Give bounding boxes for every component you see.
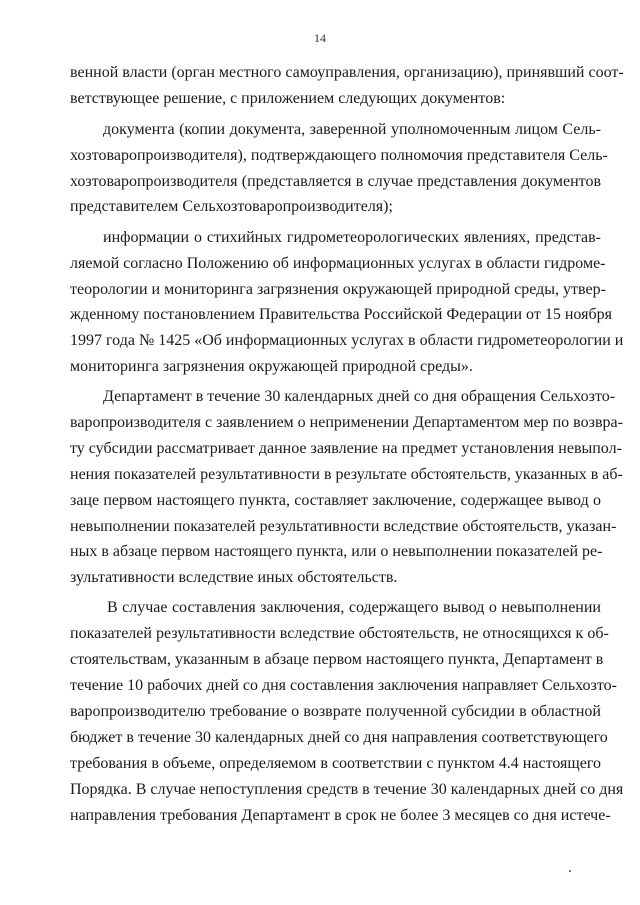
paragraph-5-line-7: требования в объеме, определяемом в соответствии с пунктом 4.4 настоящего <box>70 755 601 772</box>
paragraph-2-line-3: хозтоваропроизводителя (представляется в случае представления документов <box>70 173 601 190</box>
paragraph-5-line-6: бюджет в течение 30 календарных дней со дня направления соответствующего <box>70 729 608 746</box>
paragraph-5-line-1: В случае составления заключения, содержащего вывод о невыполнении <box>107 599 601 616</box>
paragraph-5-line-5: варопроизводителю требование о возврате полученной субсидии в областной <box>70 703 601 720</box>
paragraph-5-line-8: Порядка. В случае непоступления средств в течение 30 календарных дней со дня <box>70 781 624 798</box>
paragraph-1-line-2: ветствующее решение, с приложением следующих документов: <box>70 90 506 107</box>
paragraph-2-line-1: документа (копии документа, заверенной уполномоченным лицом Сель- <box>103 121 601 138</box>
paragraph-2-line-4: представителем Сельхозтоваропроизводителя); <box>70 198 393 215</box>
paragraph-4-line-7: ных в абзаце первом настоящего пункта, или о невыполнении показателей ре- <box>70 543 603 560</box>
paragraph-1-line-1: венной власти (орган местного самоуправления, организацию), принявший соот- <box>70 64 624 81</box>
scan-speck <box>569 870 571 872</box>
paragraph-4-line-6: невыполнении показателей результативности вследствие обстоятельств, указан- <box>70 518 617 535</box>
paragraph-3-line-5: 1997 года № 1425 «Об информационных услугах в области гидрометеорологии и <box>70 332 624 349</box>
page-number: 14 <box>314 31 326 45</box>
paragraph-3-line-3: теорологии и мониторинга загрязнения окружающей природной среды, утвер- <box>70 281 606 298</box>
paragraph-4-line-3: ту субсидии рассматривает данное заявление на предмет установления невыпол- <box>70 440 622 457</box>
paragraph-4-line-1: Департамент в течение 30 календарных дней со дня обращения Сельхозто- <box>103 388 616 405</box>
paragraph-3-line-4: жденному постановлением Правительства Российской Федерации от 15 ноября <box>70 306 612 323</box>
paragraph-3-line-2: ляемой согласно Положению об информационных услугах в области гидроме- <box>70 255 606 272</box>
paragraph-5-line-9: направления требования Департамент в срок не более 3 месяцев со дня истече- <box>70 807 611 824</box>
paragraph-5-line-2: показателей результативности вследствие обстоятельств, не относящихся к об- <box>70 625 609 642</box>
paragraph-4-line-8: зультативности вследствие иных обстоятельств. <box>70 569 398 586</box>
paragraph-3-line-6: мониторинга загрязнения окружающей природной среды». <box>70 358 473 375</box>
paragraph-2-line-2: хозтоваропроизводителя), подтверждающего полномочия представителя Сель- <box>70 147 608 164</box>
paragraph-4-line-4: нения показателей результативности в результате обстоятельств, указанных в аб- <box>70 466 623 483</box>
paragraph-4-line-5: заце первом настоящего пункта, составляет заключение, содержащее вывод о <box>70 492 601 509</box>
paragraph-5-line-4: течение 10 рабочих дней со дня составления заключения направляет Сельхозто- <box>70 677 617 694</box>
paragraph-5-line-3: стоятельствам, указанным в абзаце первом настоящего пункта, Департамент в <box>70 651 604 668</box>
paragraph-3-line-1: информации о стихийных гидрометеорологических явлениях, представ- <box>103 229 601 246</box>
paragraph-4-line-2: варопроизводителя с заявлением о неприменении Департаментом мер по возвра- <box>70 414 623 431</box>
